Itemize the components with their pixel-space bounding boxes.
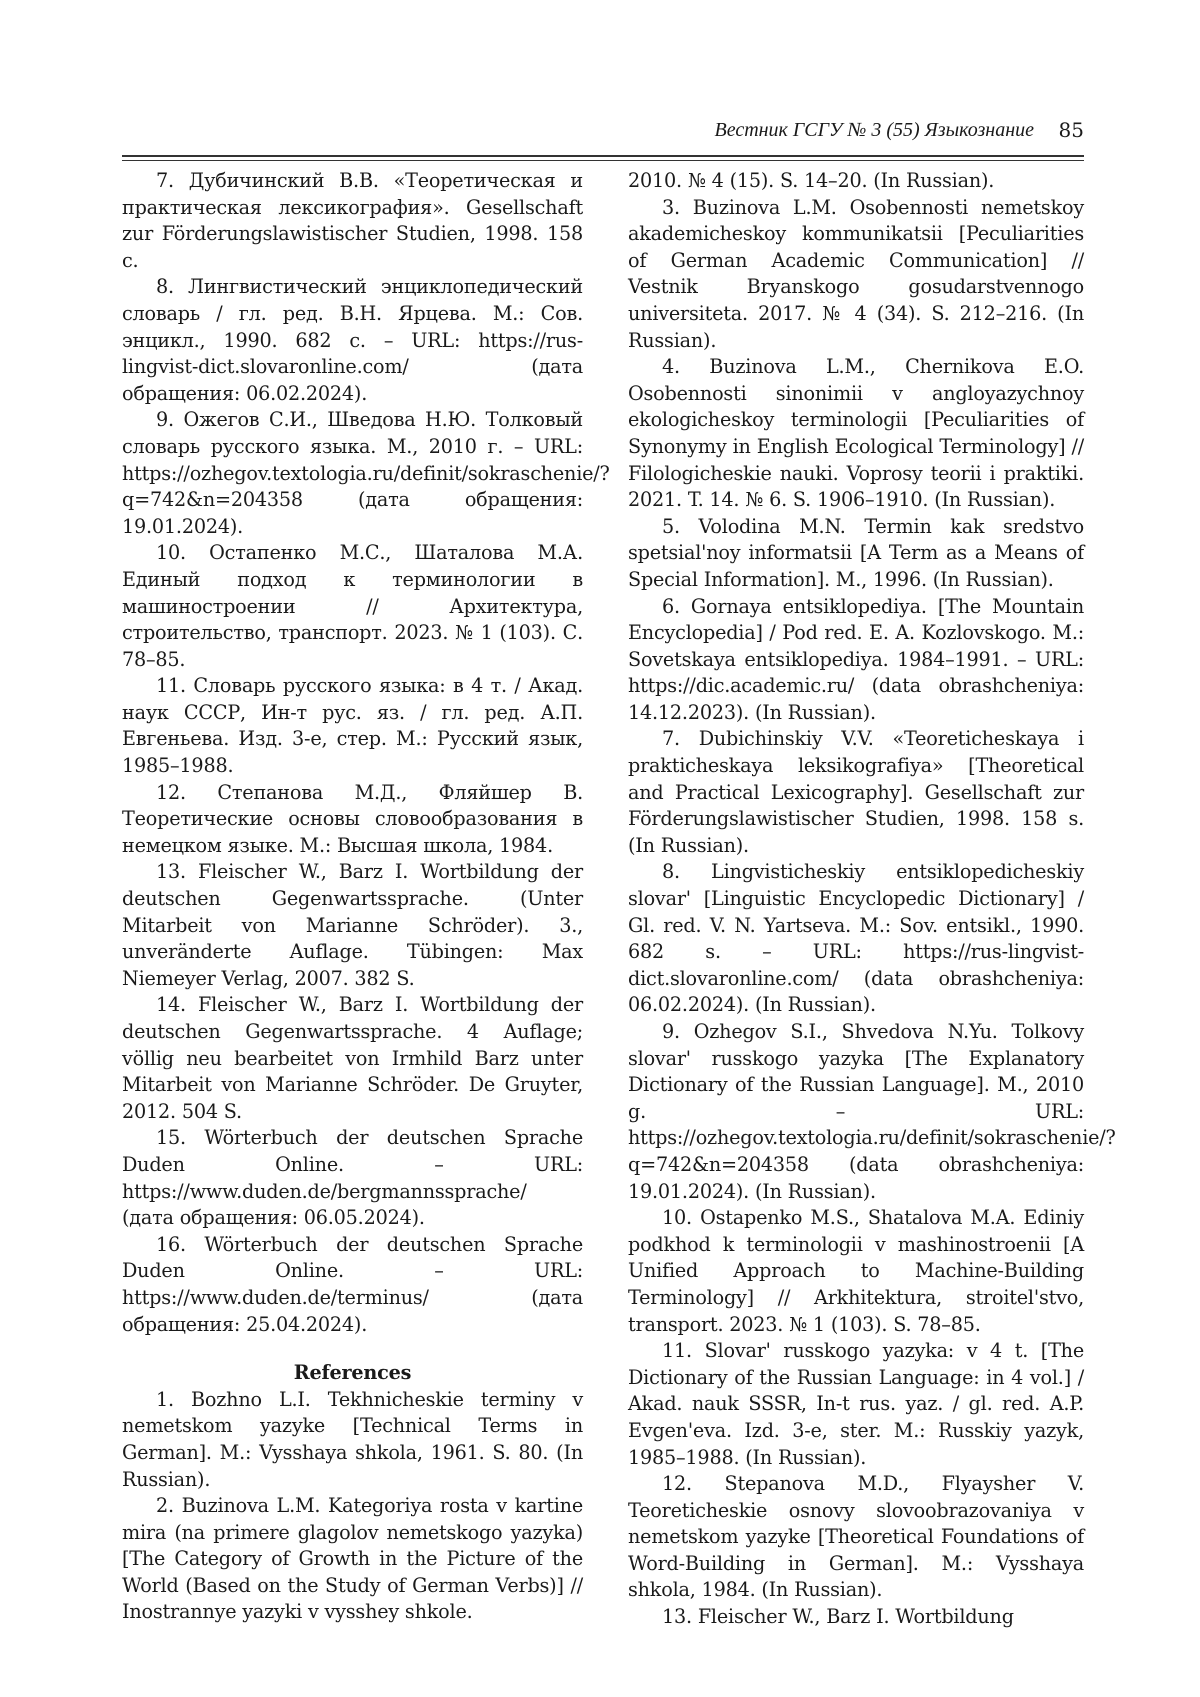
bibliography-item: 9. Ожегов С.И., Шведова Н.Ю. Толковый словарь русского языка. М., 2010 г. – URL: https://ozhegov.textologia.ru/definit/sokraschenie/?q=742&n=204358 (дата обращения: 19.01.2024).	[122, 408, 610, 538]
reference-item: 9. Ozhegov S.I., Shvedova N.Yu. Tolkovy slovar' russkogo yazyka [The Explanatory Dictionary of the Russian Language]. M., 2010 g. – URL: https://ozhegov.textologia.ru/definit/sokraschenie/?q=742&n=204358 (data obrashcheniya: 19.01.2024). (In Russian).	[628, 1020, 1116, 1203]
bibliography-item: 12. Степанова М.Д., Фляйшер В. Теоретические основы словообразования в немецком языке. М.: Высшая школа, 1984.	[122, 780, 583, 857]
reference-item: 7. Dubichinskiy V.V. «Teoreticheskaya i prakticheskaya leksikografiya» [Theoretical and Practical Lexicography]. Gesellschaft zur Förderungslawistischer Studien, 1998. 158 s. (In Russian).	[628, 727, 1084, 857]
bibliography-item: 16. Wörterbuch der deutschen Sprache Duden Online. – URL: https://www.duden.de/terminus/ (дата обращения: 25.04.2024).	[122, 1232, 583, 1336]
left-column	[122, 168, 610, 1626]
reference-item: 3. Buzinova L.M. Osobennosti nemetskoy akademicheskoy kommunikatsii [Peculiarities of German Academic Communication] // Vestnik Bryanskogo gosudarstvennogo universiteta. 2017. № 4 (34). S. 212–216. (In Russian).	[628, 195, 1084, 352]
reference-item: 11. Slovar' russkogo yazyka: v 4 t. [The Dictionary of the Russian Language: in 4 vol.] / Akad. nauk SSSR, In-t rus. yaz. / gl. red. A.P. Evgen'eva. Izd. 3-e, ster. M.: Russkiy yazyk, 1985–1988. (In Russian).	[628, 1339, 1084, 1469]
reference-item: 5. Volodina M.N. Termin kak sredstvo spetsial'noy informatsii [A Term as a Means of Special Information]. M., 1996. (In Russian).	[628, 514, 1084, 591]
running-header	[122, 112, 1084, 146]
reference-item: 13. Fleischer W., Barz I. Wortbildung	[662, 1605, 1014, 1629]
bibliography-item: 13. Fleischer W., Barz I. Wortbildung der deutschen Gegenwartssprache. (Unter Mitarbeit von Marianne Schröder). 3., unveränderte Auflage. Tübingen: Max Niemeyer Verlag, 2007. 382 S.	[122, 860, 583, 990]
bibliography-item: 14. Fleischer W., Barz I. Wortbildung der deutschen Gegenwartssprache. 4 Auflage; völlig neu bearbeitet von Irmhild Barz unter Mitarbeit von Marianne Schröder. De Gruyter, 2012. 504 S.	[122, 993, 583, 1123]
references-heading: References	[293, 1361, 412, 1385]
bibliography-item: 15. Wörterbuch der deutschen Sprache Duden Online. – URL: https://www.duden.de/bergmannssprache/ (дата обращения: 06.05.2024).	[122, 1126, 583, 1230]
bibliography-item: 10. Остапенко М.С., Шаталова М.А. Единый подход к терминологии в машиностроении // Архитектура, строительство, транспорт. 2023. № 1 (103). С. 78–85.	[122, 541, 583, 671]
bibliography-item: 8. Лингвистический энциклопедический словарь / гл. ред. В.Н. Ярцева. М.: Сов. энцикл., 1990. 682 с. – URL: https://rus-lingvist-dict.slovaronline.com/ (дата обращения: 06.02.2024).	[122, 275, 583, 405]
reference-item: 2. Buzinova L.M. Kategoriya rosta v kartine mira (na primere glagolov nemetskogo yazyka) [The Category of Growth in the Picture of the World (Based on the Study of German Verbs)] // Inostrannye yazyki v vysshey shkole.	[122, 1494, 583, 1624]
reference-item: 4. Buzinova L.M., Chernikova E.O. Osobennosti sinonimii v angloyazychnoy ekologicheskoy terminologii [Peculiarities of Synonymy in English Ecological Terminology] // Filologicheskie nauki. Voprosy teorii i praktiki. 2021. T. 14. № 6. S. 1906–1910. (In Russian).	[628, 355, 1084, 512]
reference-item: 8. Lingvisticheskiy entsiklopedicheskiy slovar' [Linguistic Encyclopedic Dictionary] / Gl. red. V. N. Yartseva. M.: Sov. entsikl., 1990. 682 s. – URL: https://rus-lingvist-dict.slovaronline.com/ (data obrashcheniya: 06.02.2024). (In Russian).	[628, 860, 1084, 1017]
bibliography-item: 11. Словарь русского языка: в 4 т. / Акад. наук СССР, Ин-т рус. яз. / гл. ред. А.П. Евгеньева. Изд. 3-е, стер. М.: Русский язык, 1985–1988.	[122, 674, 583, 778]
right-column	[628, 168, 1116, 1631]
reference-item: 10. Ostapenko M.S., Shatalova M.A. Ediniy podkhod k terminologii v mashinostroenii [A Unified Approach to Machine-Building Terminology] // Arkhitektura, stroitel'stvo, transport. 2023. № 1 (103). S. 78–85.	[628, 1206, 1084, 1336]
reference-item-continuation: 2010. № 4 (15). S. 14–20. (In Russian).	[628, 169, 995, 192]
journal-title: Вестник ГСГУ № 3 (55) Языкознание	[714, 119, 1034, 141]
page-number: 85	[1058, 118, 1084, 142]
reference-item: 12. Stepanova M.D., Flyaysher V. Teoreticheskie osnovy slovoobrazovaniya v nemetskom yazyke [Theoretical Foundations of Word-Building in German]. M.: Vysshaya shkola, 1984. (In Russian).	[628, 1472, 1084, 1602]
header-rule-thick	[122, 155, 1084, 157]
reference-item: 1. Bozhno L.I. Tekhnicheskie terminy v nemetskom yazyke [Technical Terms in German]. M.: Vysshaya shkola, 1961. S. 80. (In Russian).	[122, 1387, 583, 1491]
reference-item: 6. Gornaya entsiklopediya. [The Mountain Encyclopedia] / Pod red. E. A. Kozlovskogo. M.: Sovetskaya entsiklopediya. 1984–1991. – URL: https://dic.academic.ru/ (data obrashcheniya: 14.12.2023). (In Russian).	[628, 594, 1084, 724]
header-rule-thin	[122, 160, 1084, 161]
bibliography-item: 7. Дубичинский В.В. «Теоретическая и практическая лексикография». Gesellschaft zur Förderungslawistischer Studien, 1998. 158 с.	[122, 169, 583, 272]
